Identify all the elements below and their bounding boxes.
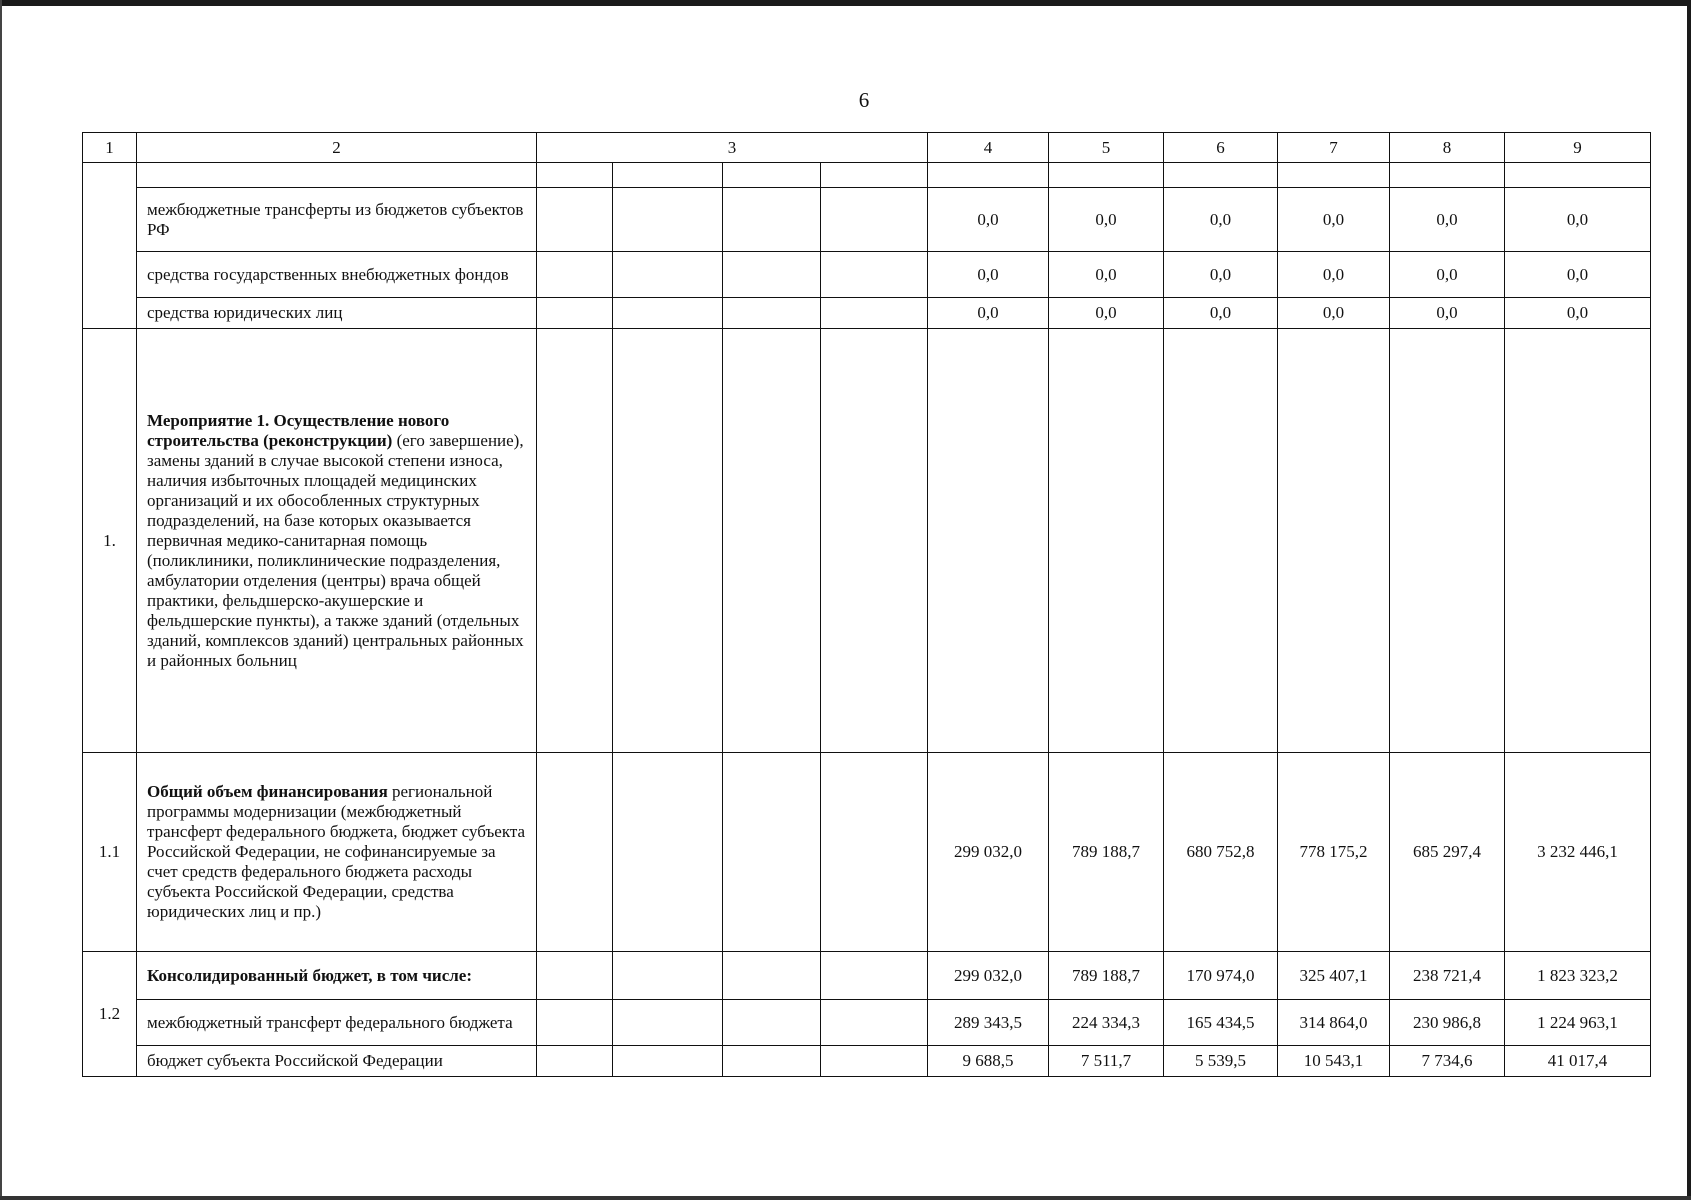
value-cell: 1 823 323,2 (1505, 952, 1651, 1000)
value-cell: 224 334,3 (1049, 1000, 1164, 1046)
value-cell: 0,0 (1505, 298, 1651, 329)
value-cell: 314 864,0 (1278, 1000, 1390, 1046)
value-cell: 0,0 (1049, 188, 1164, 252)
value-cell: 0,0 (1164, 252, 1278, 298)
value-cell: 0,0 (1390, 252, 1505, 298)
value-cell: 5 539,5 (1164, 1046, 1278, 1077)
value-cell: 778 175,2 (1278, 753, 1390, 952)
measure-title: Мероприятие 1. Осуществление нового строительства (реконструкции) (147, 410, 450, 450)
financing-table (82, 132, 1651, 1077)
value-cell: 10 543,1 (1278, 1046, 1390, 1077)
measure-title-rest: (его завершение), замены зданий в случае высокой степени износа, наличия избыточных площадей медицинских организаций и их обособленных структурных подразделений, на базе которых оказывается первичная медико-санитарная помощь (поликлиники, поликлинические подразделения, амбулатории отделения (центры) врача общей практики, фельдшерско-акушерские и фельдшерские пункты), а также зданий (отдельных зданий, комплексов зданий) центральных районных и районных больниц (147, 430, 524, 670)
table-row (83, 1000, 1651, 1046)
value-cell: 325 407,1 (1278, 952, 1390, 1000)
measure-description (137, 329, 537, 753)
value-cell: 238 721,4 (1390, 952, 1505, 1000)
scan-border-bottom (0, 1196, 1691, 1200)
table-row (83, 1046, 1651, 1077)
header-cell: 2 (137, 133, 537, 163)
value-cell: 299 032,0 (928, 753, 1049, 952)
scan-border-right (1687, 0, 1691, 1200)
table-row (83, 188, 1651, 252)
table-row (83, 252, 1651, 298)
total-title: Общий объем финансирования (147, 782, 388, 801)
value-cell: 0,0 (1278, 298, 1390, 329)
row-label (137, 952, 537, 1000)
total-title-rest: региональной программы модернизации (межбюджетный трансферт федерального бюджета, бюджет субъекта Российской Федерации, не софинансируемые за счет средств федерального бюджета расходы субъекта Российской Федерации, средства юридических лиц и пр.) (147, 782, 526, 921)
value-cell: 0,0 (1049, 298, 1164, 329)
header-row (83, 133, 1651, 163)
value-cell: 0,0 (1164, 188, 1278, 252)
table-row (83, 952, 1651, 1000)
value-cell: 1 224 963,1 (1505, 1000, 1651, 1046)
value-cell: 7 734,6 (1390, 1046, 1505, 1077)
value-cell: 789 188,7 (1049, 952, 1164, 1000)
scan-border-left (0, 0, 2, 1200)
row-label: средства государственных внебюджетных фондов (137, 252, 537, 298)
value-cell: 0,0 (1049, 252, 1164, 298)
value-cell: 3 232 446,1 (1505, 753, 1651, 952)
row-number-cell (83, 163, 137, 329)
consolidated-title: Консолидированный бюджет, в том числе: (147, 965, 473, 985)
value-cell: 0,0 (928, 252, 1049, 298)
total-description (137, 753, 537, 952)
value-cell: 41 017,4 (1505, 1046, 1651, 1077)
row-number: 1.1 (83, 753, 137, 952)
row-label: межбюджетный трансферт федерального бюджета (137, 1000, 537, 1046)
value-cell: 170 974,0 (1164, 952, 1278, 1000)
spacer-row (83, 163, 1651, 188)
value-cell: 9 688,5 (928, 1046, 1049, 1077)
value-cell: 0,0 (1390, 298, 1505, 329)
header-cell: 9 (1505, 133, 1651, 163)
value-cell: 230 986,8 (1390, 1000, 1505, 1046)
row-label: бюджет субъекта Российской Федерации (137, 1046, 537, 1077)
row-label: межбюджетные трансферты из бюджетов субъектов РФ (137, 188, 537, 252)
header-cell: 6 (1164, 133, 1278, 163)
measure-row (83, 329, 1651, 753)
value-cell: 0,0 (1164, 298, 1278, 329)
header-cell: 8 (1390, 133, 1505, 163)
value-cell: 0,0 (928, 298, 1049, 329)
total-row (83, 753, 1651, 952)
value-cell: 0,0 (1505, 188, 1651, 252)
scan-border-top (0, 0, 1691, 6)
row-number: 1. (83, 329, 137, 753)
value-cell: 680 752,8 (1164, 753, 1278, 952)
value-cell: 299 032,0 (928, 952, 1049, 1000)
header-cell: 5 (1049, 133, 1164, 163)
header-cell: 4 (928, 133, 1049, 163)
value-cell: 0,0 (1505, 252, 1651, 298)
row-number: 1.2 (83, 952, 137, 1077)
header-cell: 3 (537, 133, 928, 163)
value-cell: 789 188,7 (1049, 753, 1164, 952)
value-cell: 7 511,7 (1049, 1046, 1164, 1077)
header-cell: 1 (83, 133, 137, 163)
value-cell: 0,0 (928, 188, 1049, 252)
row-label: средства юридических лиц (137, 298, 537, 329)
value-cell: 165 434,5 (1164, 1000, 1278, 1046)
page-number: 6 (858, 88, 870, 112)
value-cell: 0,0 (1390, 188, 1505, 252)
header-cell: 7 (1278, 133, 1390, 163)
value-cell: 0,0 (1278, 252, 1390, 298)
value-cell: 685 297,4 (1390, 753, 1505, 952)
value-cell: 289 343,5 (928, 1000, 1049, 1046)
table-row (83, 298, 1651, 329)
value-cell: 0,0 (1278, 188, 1390, 252)
